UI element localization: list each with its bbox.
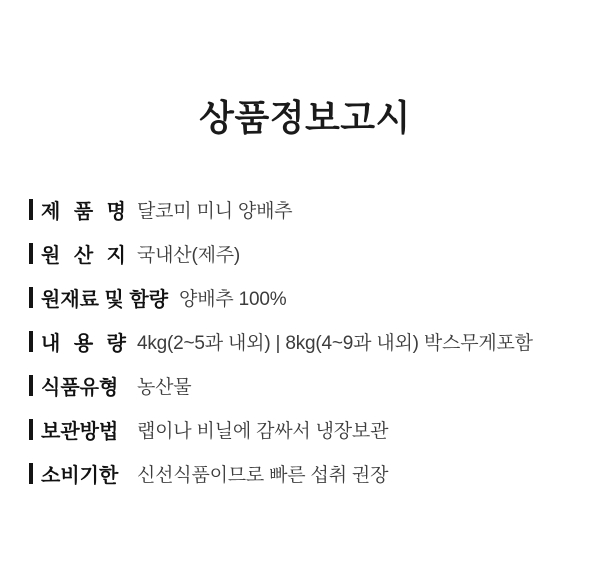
info-value: 농산물: [137, 377, 192, 398]
bar-marker-icon: [29, 287, 33, 308]
info-row-product-name: [29, 198, 590, 221]
info-label: 보관방법: [41, 421, 119, 443]
bar-marker-icon: [29, 375, 33, 396]
bar-marker-icon: [29, 463, 33, 484]
info-row-storage-method: [29, 418, 590, 441]
page-title: 상품정보고시: [199, 97, 411, 138]
info-value: 4kg(2~5과 내외) | 8kg(4~9과 내외) 박스무게포함: [137, 333, 533, 354]
info-label: 원재료 및 함량: [41, 289, 169, 311]
bar-marker-icon: [29, 243, 33, 264]
info-label: 소비기한: [41, 465, 119, 487]
bar-marker-icon: [29, 199, 33, 220]
info-row-consume-by: [29, 462, 590, 485]
info-row-origin: [29, 242, 590, 265]
bar-marker-icon: [29, 419, 33, 440]
info-label: 식품유형: [41, 377, 119, 399]
info-value: 달코미 미니 양배추: [137, 201, 293, 222]
info-value: 랩이나 비닐에 감싸서 냉장보관: [137, 421, 389, 442]
info-row-net-weight: [29, 330, 590, 353]
product-info-list: [0, 198, 610, 485]
info-label: 제 품 명: [41, 201, 126, 223]
info-value: 양배추 100%: [179, 289, 287, 310]
info-row-ingredients: [29, 286, 590, 309]
info-label: 원 산 지: [41, 245, 126, 267]
info-value: 신선식품이므로 빠른 섭취 권장: [137, 465, 389, 486]
bar-marker-icon: [29, 331, 33, 352]
info-value: 국내산(제주): [137, 245, 241, 266]
info-label: 내 용 량: [41, 333, 126, 355]
info-row-food-type: [29, 374, 590, 397]
